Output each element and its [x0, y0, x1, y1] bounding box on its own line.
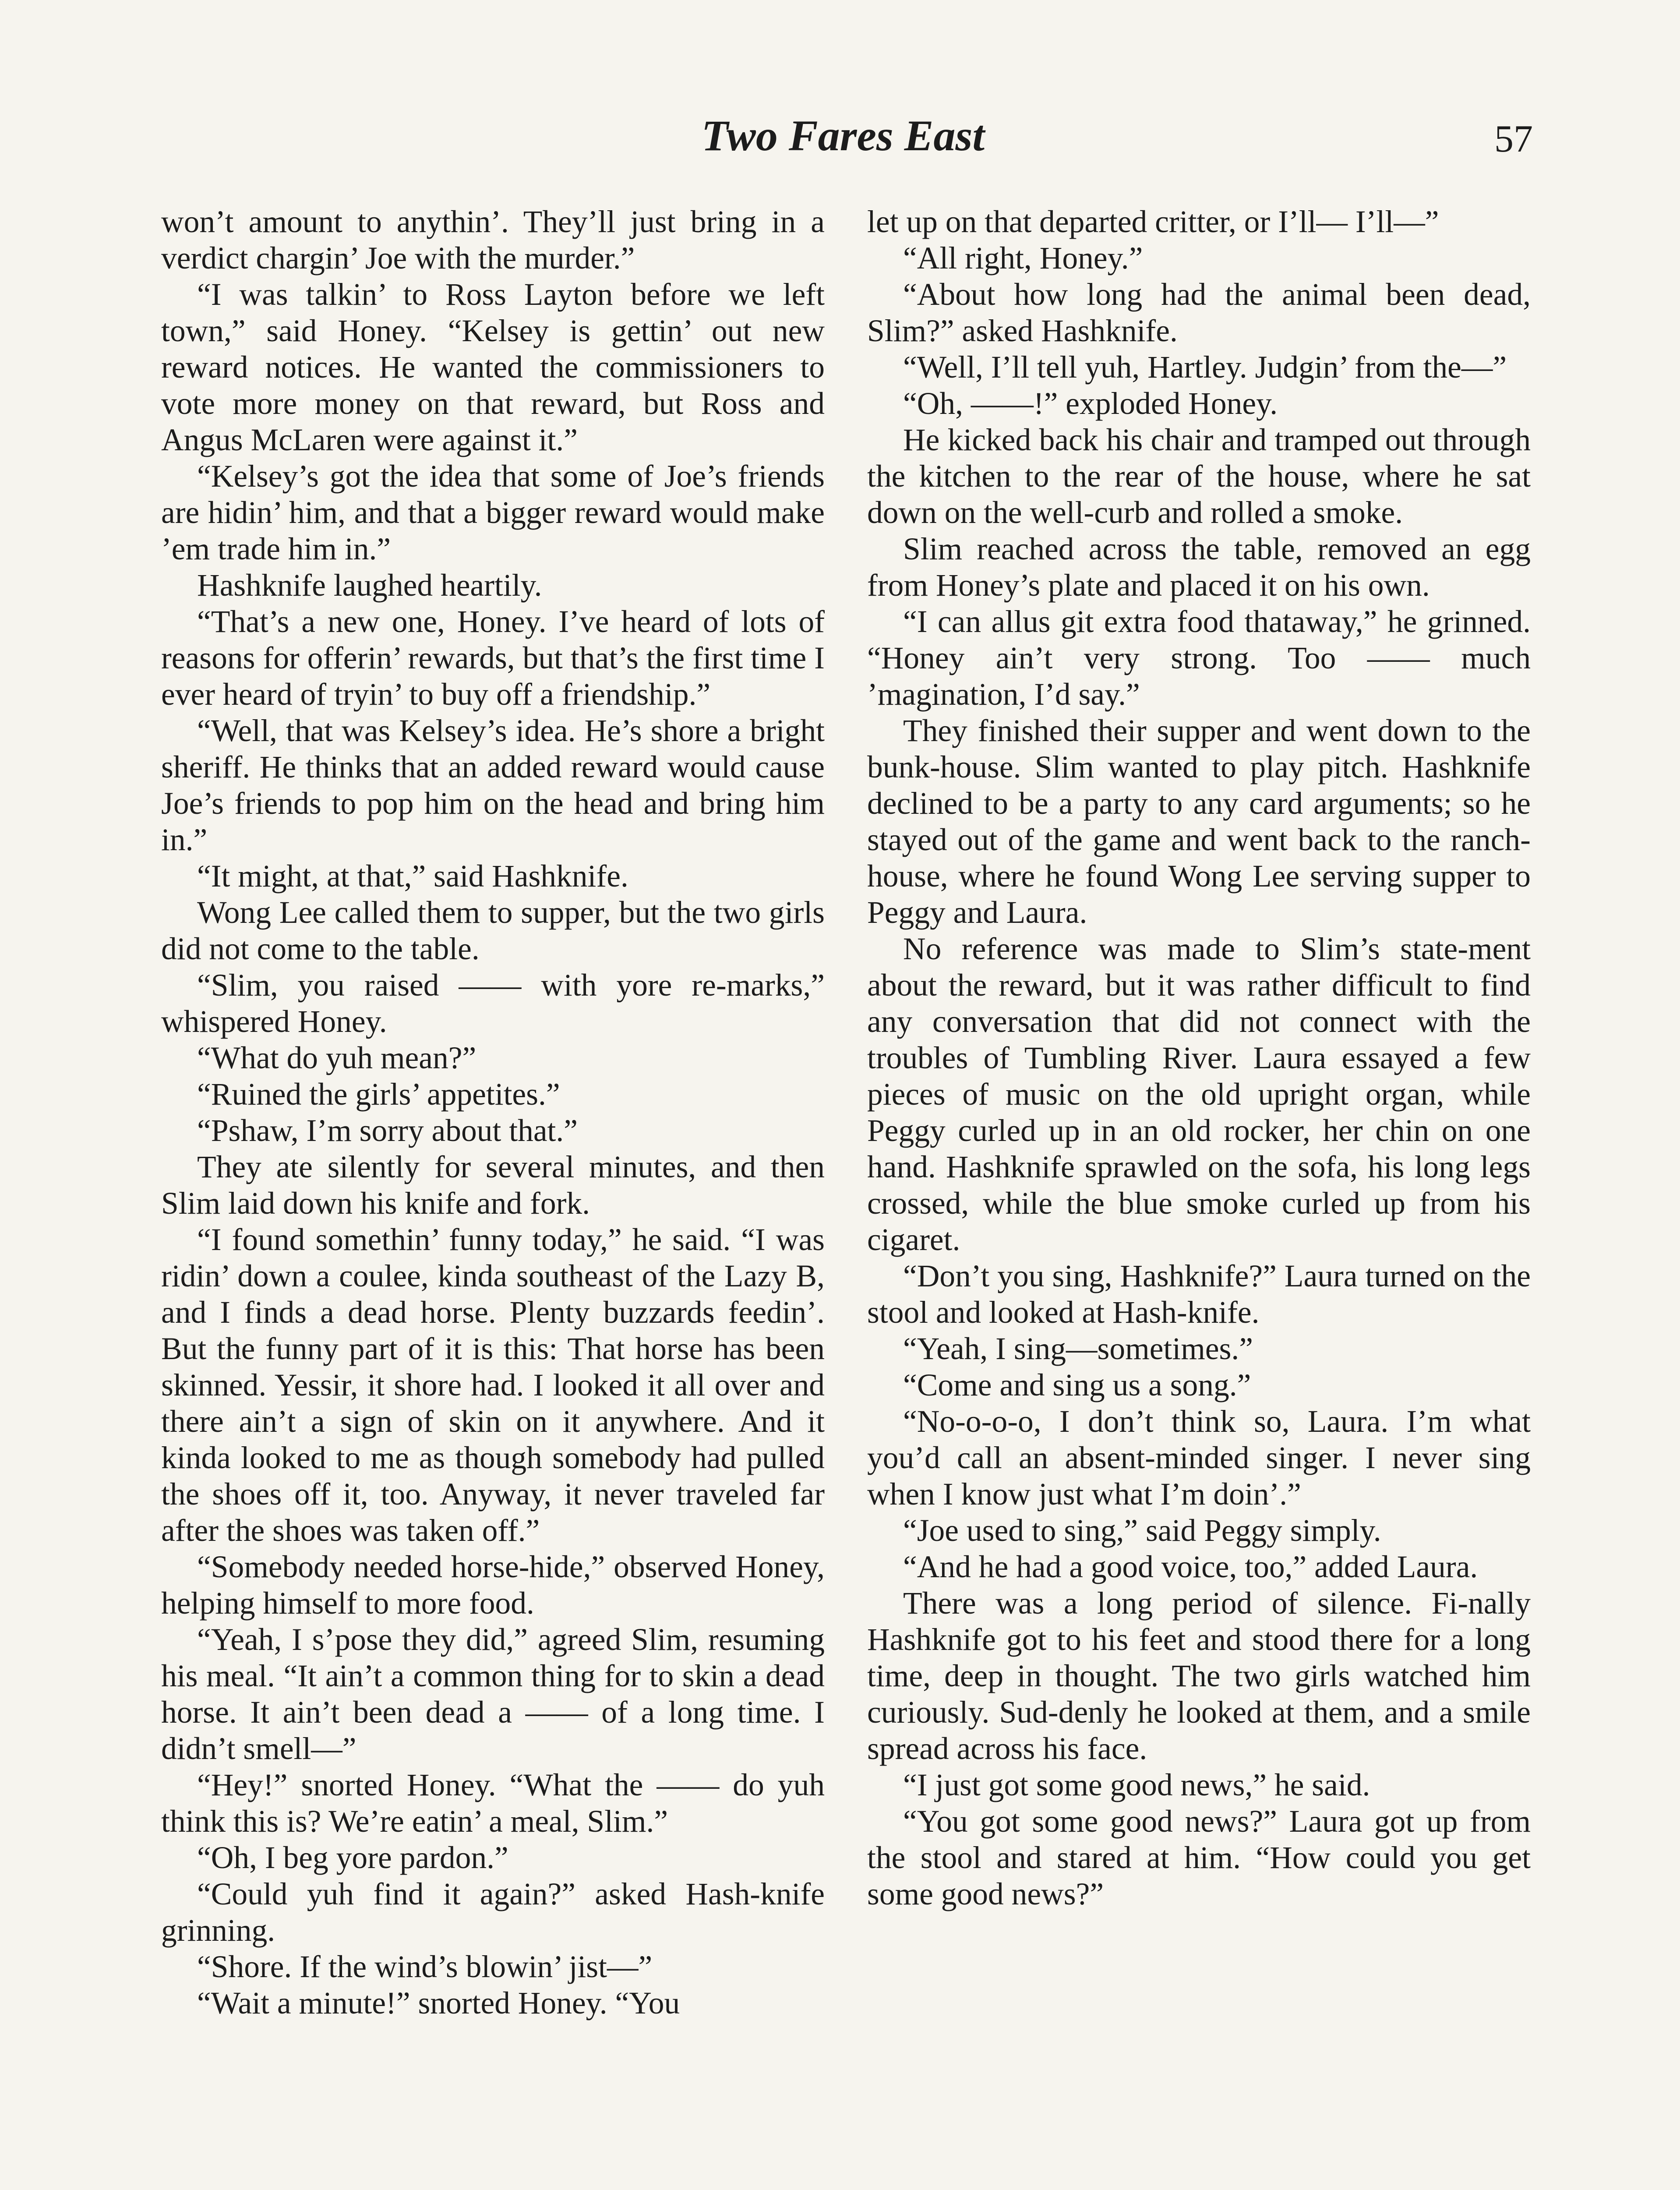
paragraph: “Pshaw, I’m sorry about that.” — [197, 1113, 578, 1148]
paragraph: They finished their supper and went down to the bunk-house. Slim wanted to play pitch. Hashknife declined to be a party to any card arguments; so he stayed out of the game and went back to the ranch-house, where he found Wong Lee serving supper to Peggy and Laura. — [867, 714, 1531, 930]
paragraph: “I found somethin’ funny today,” he said. “I was ridin’ down a coulee, kinda southeast of the Lazy B, and I finds a dead horse. Plenty buzzards feedin’. But the funny part of it is this: That horse has been skinned. Yessir, it shore had. I looked it all over and there ain’t a sign of skin on it anywhere. And it kinda looked to me as though somebody had pulled the shoes off it, too. Anyway, it never traveled far after the shoes was taken off.” — [161, 1222, 825, 1548]
paragraph: “Yeah, I s’pose they did,” agreed Slim, resuming his meal. “It ain’t a common thing for to skin a dead horse. It ain’t been dead a —— of a long time. I didn’t smell—” — [161, 1622, 825, 1766]
page-header — [158, 103, 1533, 173]
paragraph: “Ruined the girls’ appetites.” — [197, 1077, 560, 1112]
paragraph: “Don’t you sing, Hashknife?” Laura turned on the stool and looked at Hash-knife. — [867, 1259, 1531, 1330]
paragraph: “Well, that was Kelsey’s idea. He’s shore a bright sheriff. He thinks that an added reward would cause Joe’s friends to pop him on the head and bring him in.” — [161, 714, 825, 857]
paragraph: “Shore. If the wind’s blowin’ jist—” — [197, 1950, 653, 1984]
paragraph: “Wait a minute!” snorted Honey. “You — [197, 1986, 680, 2020]
paragraph: “Yeah, I sing—sometimes.” — [903, 1332, 1253, 1366]
paragraph: Hashknife laughed heartily. — [197, 568, 542, 603]
paragraph: He kicked back his chair and tramped out through the kitchen to the rear of the house, where he sat down on the well-curb and rolled a smoke. — [867, 423, 1531, 530]
paragraph: “Somebody needed horse-hide,” observed Honey, helping himself to more food. — [161, 1550, 825, 1621]
paragraph: Wong Lee called them to supper, but the two girls did not come to the table. — [161, 895, 825, 966]
paragraph: “Oh, ——!” exploded Honey. — [903, 386, 1278, 421]
paragraph: “No-o-o-o, I don’t think so, Laura. I’m what you’d call an absent-minded singer. I never sing when I know just what I’m doin’.” — [867, 1404, 1531, 1512]
paragraph: “And he had a good voice, too,” added Laura. — [903, 1550, 1478, 1584]
paragraph: “Come and sing us a song.” — [903, 1368, 1251, 1402]
paragraph: “Oh, I beg yore pardon.” — [197, 1840, 508, 1875]
paragraph: let up on that departed critter, or I’ll— I’ll—” — [867, 205, 1439, 239]
right-column — [867, 204, 1531, 2190]
paragraph: “Hey!” snorted Honey. “What the —— do yuh think this is? We’re eatin’ a meal, Slim.” — [161, 1768, 825, 1839]
paragraph: No reference was made to Slim’s state-ment about the reward, but it was rather difficult to find any conversation that did not connect with the troubles of Tumbling River. Laura essayed a few pieces of music on the old upright organ, while Peggy curled up in an old rocker, her chin on one hand. Hashknife sprawled on the sofa, his long legs crossed, while the blue smoke curled up from his cigaret. — [867, 932, 1531, 1257]
paragraph: They ate silently for several minutes, and then Slim laid down his knife and fork. — [161, 1150, 825, 1221]
paragraph: “I can allus git extra food thataway,” he grinned. “Honey ain’t very strong. Too —— much ’magination, I’d say.” — [867, 604, 1531, 712]
paragraph: “All right, Honey.” — [903, 241, 1143, 276]
left-column — [161, 204, 825, 2190]
paragraph: “About how long had the animal been dead, Slim?” asked Hashknife. — [867, 277, 1531, 348]
paragraph: There was a long period of silence. Fi-nally Hashknife got to his feet and stood there for a long time, deep in thought. The two girls watched him curiously. Sud-denly he looked at them, and a smile spread across his face. — [867, 1586, 1531, 1766]
paragraph: “Slim, you raised —— with yore re-marks,” whispered Honey. — [161, 968, 825, 1039]
running-title: Two Fares East — [701, 111, 985, 160]
paragraph: “What do yuh mean?” — [197, 1041, 476, 1075]
paragraph: “I was talkin’ to Ross Layton before we left town,” said Honey. “Kelsey is gettin’ out new reward notices. He wanted the commissioners to vote more money on that reward, but Ross and Angus McLaren were against it.” — [161, 277, 825, 457]
page-number: 57 — [1494, 118, 1533, 160]
paragraph: “Joe used to sing,” said Peggy simply. — [903, 1513, 1381, 1548]
paragraph: “Kelsey’s got the idea that some of Joe’s friends are hidin’ him, and that a bigger reward would make ’em trade him in.” — [161, 459, 825, 566]
paragraph: “You got some good news?” Laura got up from the stool and stared at him. “How could you get some good news?” — [867, 1804, 1531, 1911]
paragraph: Slim reached across the table, removed an egg from Honey’s plate and placed it on his own. — [867, 532, 1531, 603]
paragraph: “That’s a new one, Honey. I’ve heard of lots of reasons for offerin’ rewards, but that’s the first time I ever heard of tryin’ to buy off a friendship.” — [161, 604, 825, 712]
paragraph: won’t amount to anythin’. They’ll just bring in a verdict chargin’ Joe with the murder.” — [161, 205, 825, 276]
paragraph: “Well, I’ll tell yuh, Hartley. Judgin’ from the—” — [903, 350, 1507, 385]
paragraph: “Could yuh find it again?” asked Hash-knife grinning. — [161, 1877, 825, 1948]
paragraph: “I just got some good news,” he said. — [903, 1768, 1370, 1802]
paragraph: “It might, at that,” said Hashknife. — [197, 859, 628, 894]
